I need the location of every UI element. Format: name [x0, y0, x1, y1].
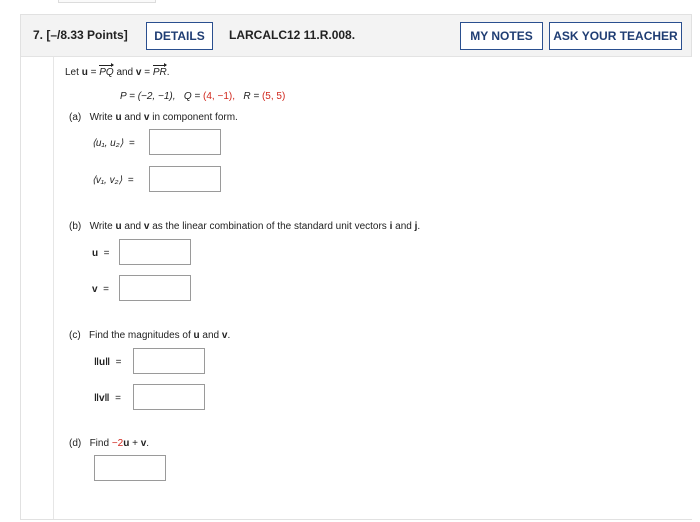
points-definition: P = (−2, −1), Q = (4, −1), R = (5, 5)	[120, 91, 286, 102]
part-d-answer-input[interactable]	[94, 455, 166, 481]
part-c-v-label: ‖v‖ =	[94, 393, 121, 404]
my-notes-button[interactable]: MY NOTES	[460, 22, 543, 50]
part-d-prompt: (d) Find −2u + v.	[69, 438, 150, 449]
part-b-v-answer-input[interactable]	[119, 275, 191, 301]
part-c-v-magnitude-input[interactable]	[133, 384, 205, 410]
question-body	[53, 57, 692, 519]
part-a-prompt: (a) Write u and v in component form.	[69, 112, 238, 123]
question-header	[21, 15, 691, 57]
part-a-u-label: ⟨u₁, u₂⟩ =	[92, 138, 135, 149]
part-c-u-magnitude-input[interactable]	[133, 348, 205, 374]
problem-code: LARCALC12 11.R.008.	[229, 28, 356, 42]
previous-question-tab	[58, 0, 156, 3]
details-button[interactable]: DETAILS	[146, 22, 213, 50]
part-c-prompt: (c) Find the magnitudes of u and v.	[69, 330, 231, 341]
part-b-u-answer-input[interactable]	[119, 239, 191, 265]
part-a-u-answer-input[interactable]	[149, 129, 221, 155]
question-number: 7. [–/8.33 Points]	[33, 28, 128, 42]
ask-your-teacher-button[interactable]: ASK YOUR TEACHER	[549, 22, 682, 50]
part-a-v-answer-input[interactable]	[149, 166, 221, 192]
part-b-v-label: v =	[92, 284, 109, 295]
part-a-v-label: ⟨v₁, v₂⟩ =	[92, 175, 134, 186]
problem-statement: Let u = PQ and v = PR.	[65, 67, 170, 78]
question-panel	[20, 14, 692, 520]
part-b-u-label: u =	[92, 248, 110, 259]
part-c-u-label: ‖u‖ =	[94, 357, 122, 368]
part-b-prompt: (b) Write u and v as the linear combination of the standard unit vectors i and j.	[69, 221, 421, 232]
